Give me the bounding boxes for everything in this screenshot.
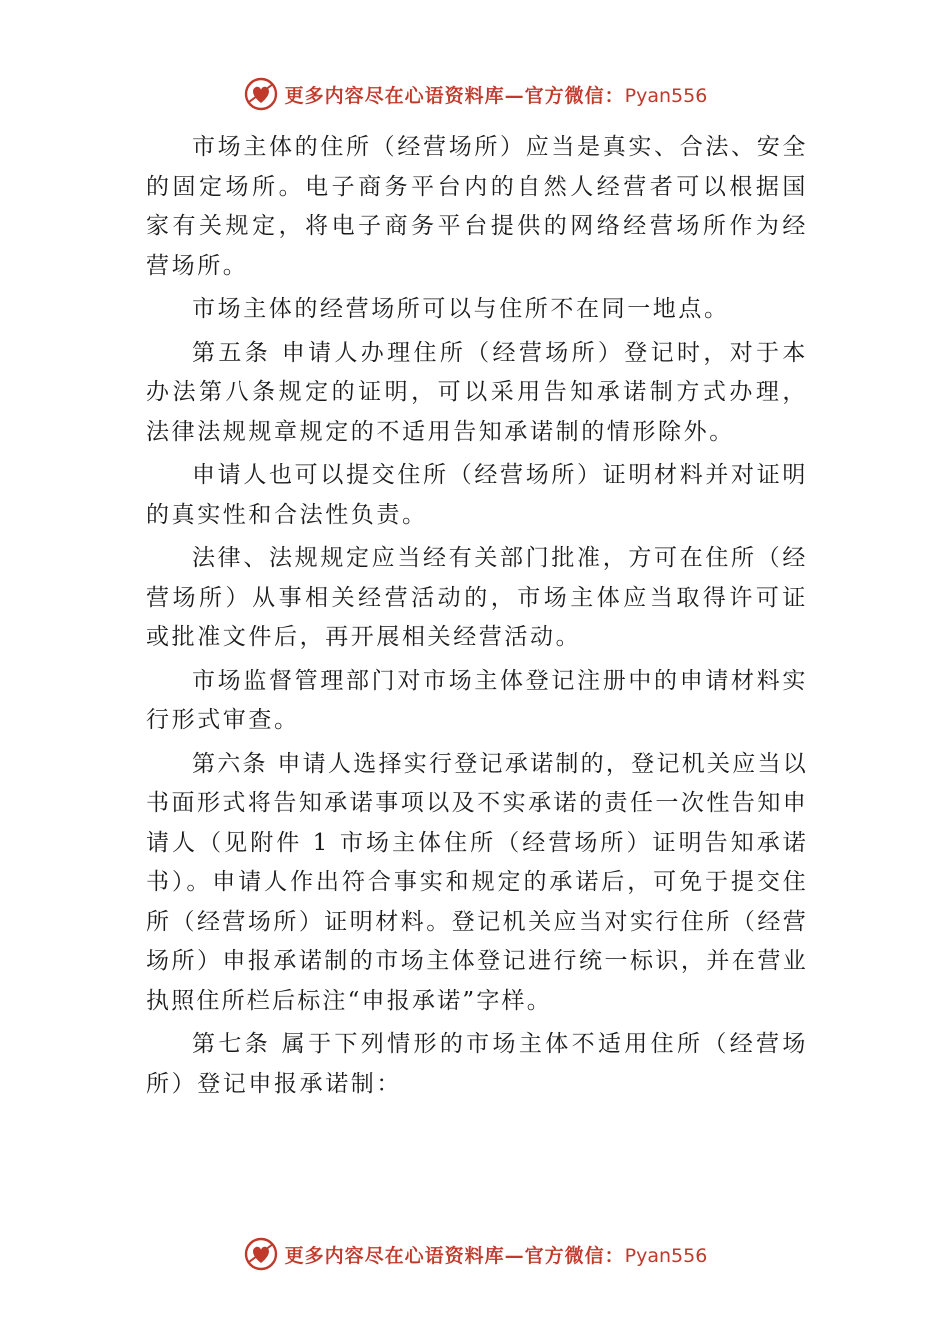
document-body	[146, 128, 808, 1108]
paragraph: 法律、法规规定应当经有关部门批准，方可在住所（经营场所）从事相关经营活动的，市场主体应当取得许可证或批准文件后，再开展相关经营活动。	[146, 545, 808, 650]
paragraph: 市场主体的经营场所可以与住所不在同一地点。	[192, 296, 730, 322]
paragraph-article-6: 第六条 申请人选择实行登记承诺制的，登记机关应当以书面形式将告知承诺事项以及不实承诺的责任一次性告知申请人（见附件 1 市场主体住所（经营场所）证明告知承诺书）。申请人作出符合事实和规定的承诺后，可免于提交住所（经营场所）证明材料。登记机关应当对实行住所（经营场所）申报承诺制的市场主体登记进行统一标识，并在营业执照住所栏后标注“申报承诺”字样。	[146, 750, 808, 1014]
paragraph: 市场监督管理部门对市场主体登记注册中的申请材料实行形式审查。	[146, 667, 808, 733]
heart-seal-icon	[243, 1236, 279, 1272]
header-watermark	[0, 72, 950, 116]
paragraph-article-5: 第五条 申请人办理住所（经营场所）登记时，对于本办法第八条规定的证明，可以采用告知承诺制方式办理，法律法规规章规定的不适用告知承诺制的情形除外。	[146, 339, 808, 445]
watermark-text: 更多内容尽在心语资料库—官方微信：Pyan556	[284, 84, 708, 107]
paragraph: 申请人也可以提交住所（经营场所）证明材料并对证明的真实性和合法性负责。	[146, 462, 808, 528]
paragraph: 市场主体的住所（经营场所）应当是真实、合法、安全的固定场所。电子商务平台内的自然人经营者可以根据国家有关规定，将电子商务平台提供的网络经营场所作为经营场所。	[146, 134, 808, 279]
heart-seal-icon	[243, 76, 279, 112]
paragraph-article-7: 第七条 属于下列情形的市场主体不适用住所（经营场所）登记申报承诺制：	[146, 1031, 808, 1097]
footer-watermark	[0, 1232, 950, 1276]
watermark-text: 更多内容尽在心语资料库—官方微信：Pyan556	[284, 1244, 708, 1267]
